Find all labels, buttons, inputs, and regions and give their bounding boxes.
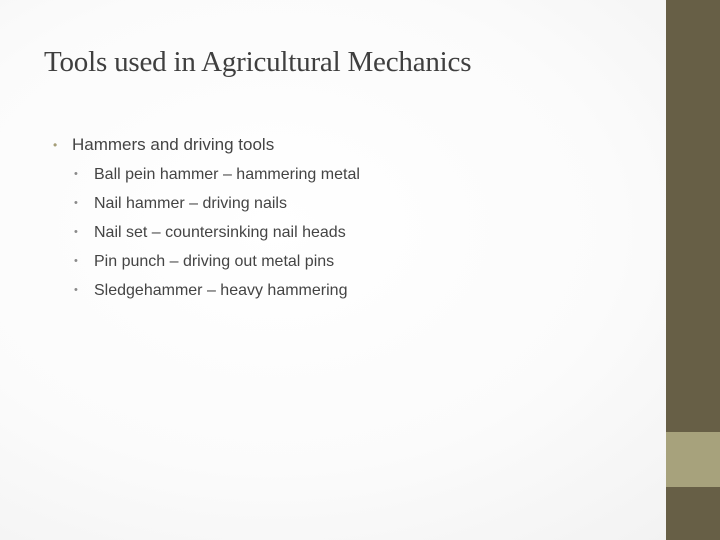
sub-bullet-item bbox=[74, 160, 652, 189]
sub-bullet-text: Nail hammer – driving nails bbox=[94, 195, 287, 212]
sub-bullet-item bbox=[74, 218, 652, 247]
sub-bullet-item bbox=[74, 247, 652, 276]
sub-bullet-text: Ball pein hammer – hammering metal bbox=[94, 166, 360, 183]
sub-bullet-text: Pin punch – driving out metal pins bbox=[94, 253, 335, 270]
sub-bullet-text: Sledgehammer – heavy hammering bbox=[94, 282, 348, 299]
bullet-icon: • bbox=[74, 255, 78, 267]
bullet-icon: • bbox=[74, 197, 78, 209]
sub-bullet-item bbox=[74, 276, 652, 305]
sidebar-accent-block bbox=[666, 432, 720, 487]
bullet-icon: • bbox=[74, 168, 78, 180]
sub-bullet-item bbox=[74, 189, 652, 218]
slide-content bbox=[52, 131, 652, 305]
bullet-icon: • bbox=[74, 226, 78, 238]
bullet-icon: • bbox=[74, 284, 78, 296]
sidebar-dark-bottom bbox=[666, 487, 720, 540]
bullet-item bbox=[52, 131, 652, 159]
bullet-text: Hammers and driving tools bbox=[72, 135, 275, 154]
bullet-icon: • bbox=[53, 138, 58, 152]
sidebar-dark-top bbox=[666, 0, 720, 432]
sub-bullet-text: Nail set – countersinking nail heads bbox=[94, 224, 346, 241]
sub-bullet-list bbox=[52, 160, 652, 305]
slide-title: Tools used in Agricultural Mechanics bbox=[44, 46, 472, 78]
